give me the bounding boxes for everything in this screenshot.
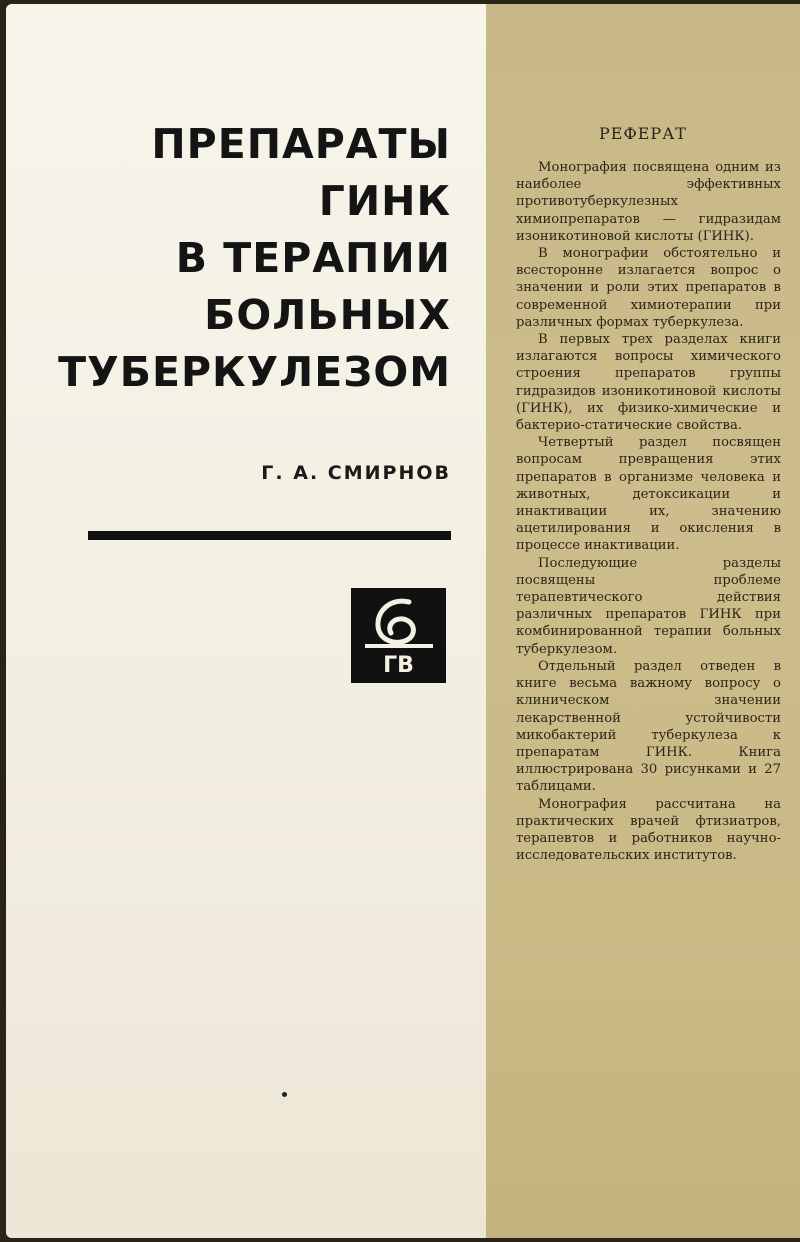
abstract-paragraph: Последующие разделы посвящены проблеме терапевтического действия различных препаратов ГИНК при комбинированной терапии больных туберкулезом.: [516, 555, 781, 657]
abstract-paragraph: В первых трех разделах книги излагаются вопросы химического строения препаратов группы гидразидов изоникотиновой кислоты (ГИНК), их физико-химические и бактерио-статические свойства.: [516, 332, 781, 434]
title-line: В ТЕРАПИИ: [175, 234, 451, 282]
cover-front-panel: [6, 4, 486, 1238]
publisher-logo-text: ГВ: [383, 653, 414, 678]
title-line: ПРЕПАРАТЫ: [151, 120, 451, 168]
title-line: ГИНК: [318, 177, 451, 225]
title-line: БОЛЬНЫХ: [204, 291, 451, 339]
book-title: [46, 116, 451, 401]
abstract-text: [516, 159, 781, 864]
publisher-logo-icon: [351, 588, 446, 683]
title-line: ТУБЕРКУЛЕЗОМ: [58, 348, 451, 396]
book-cover: [6, 4, 800, 1238]
print-speck: [282, 1092, 287, 1097]
abstract-paragraph: Монография рассчитана на практических врачей фтизиатров, терапевтов и работников научно-исследовательских институтов.: [516, 796, 781, 864]
divider-rule: [88, 531, 451, 540]
abstract-heading: РЕФЕРАТ: [599, 124, 687, 143]
abstract-paragraph: В монографии обстоятельно и всесторонне излагается вопрос о значении и роли этих препаратов в современной химиотерапии при различных формах туберкулеза.: [516, 246, 781, 330]
abstract-paragraph: Четвертый раздел посвящен вопросам превращения этих препаратов в организме человека и животных, детоксикации и инактивации их, значению ацетилирования и окисления в процессе инактивации.: [516, 435, 781, 554]
book-author: Г. А. СМИРНОВ: [261, 462, 451, 484]
abstract-paragraph: Отдельный раздел отведен в книге весьма важному вопросу о клиническом значении лекарственной устойчивости микобактерий туберкулеза к препаратам ГИНК. Книга иллюстрирована 30 рисунками и 27 таблицами.: [516, 658, 781, 795]
abstract-paragraph: Монография посвящена одним из наиболее эффективных противотуберкулезных химиопрепаратов — гидразидам изоникотиновой кислоты (ГИНК).: [516, 160, 781, 244]
